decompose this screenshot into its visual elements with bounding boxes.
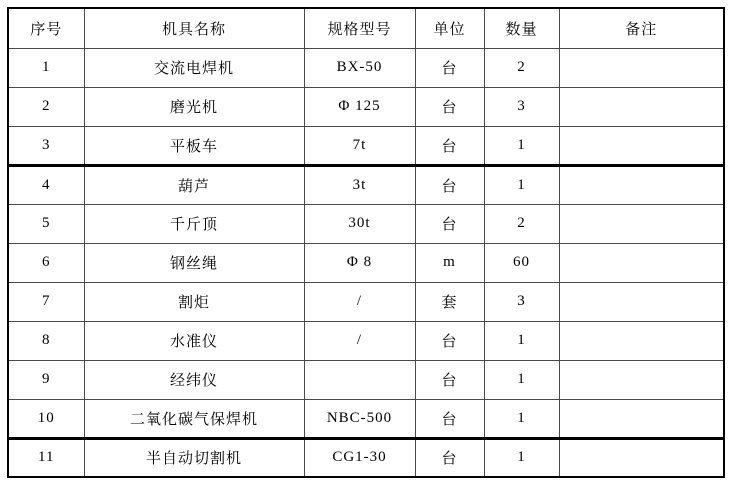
table-row [8,438,724,477]
table-row [8,48,724,87]
cell-unit: 台 [415,87,484,126]
cell-equipment-name: 葫芦 [84,165,304,204]
cell-remarks [559,165,724,204]
cell-serial-number: 8 [8,321,84,360]
cell-spec-model: / [304,282,415,321]
cell-serial-number: 7 [8,282,84,321]
cell-spec-model: CG1-30 [304,438,415,477]
cell-remarks [559,126,724,165]
cell-spec-model: Φ 8 [304,243,415,282]
cell-remarks [559,321,724,360]
cell-equipment-name: 平板车 [84,126,304,165]
cell-unit: 台 [415,48,484,87]
col-header-spec-model: 规格型号 [304,8,415,48]
cell-unit: m [415,243,484,282]
cell-serial-number: 9 [8,360,84,399]
cell-spec-model: 3t [304,165,415,204]
cell-equipment-name: 交流电焊机 [84,48,304,87]
cell-serial-number: 3 [8,126,84,165]
cell-equipment-name: 钢丝绳 [84,243,304,282]
cell-spec-model: 7t [304,126,415,165]
cell-remarks [559,360,724,399]
cell-remarks [559,243,724,282]
cell-quantity: 1 [484,438,559,477]
cell-equipment-name: 二氧化碳气保焊机 [84,399,304,438]
cell-spec-model: / [304,321,415,360]
cell-serial-number: 11 [8,438,84,477]
cell-spec-model: Φ 125 [304,87,415,126]
table-row [8,165,724,204]
cell-quantity: 2 [484,48,559,87]
cell-remarks [559,438,724,477]
cell-spec-model: BX-50 [304,48,415,87]
cell-unit: 台 [415,438,484,477]
table-row [8,399,724,438]
cell-quantity: 60 [484,243,559,282]
table-row [8,204,724,243]
cell-quantity: 3 [484,87,559,126]
cell-quantity: 1 [484,399,559,438]
cell-unit: 台 [415,126,484,165]
cell-spec-model: NBC-500 [304,399,415,438]
cell-spec-model: 30t [304,204,415,243]
cell-quantity: 1 [484,165,559,204]
cell-equipment-name: 割炬 [84,282,304,321]
cell-remarks [559,48,724,87]
cell-quantity: 2 [484,204,559,243]
cell-remarks [559,399,724,438]
cell-equipment-name: 水准仪 [84,321,304,360]
col-header-remarks: 备注 [559,8,724,48]
cell-equipment-name: 经纬仪 [84,360,304,399]
cell-equipment-name: 磨光机 [84,87,304,126]
cell-serial-number: 10 [8,399,84,438]
cell-quantity: 1 [484,321,559,360]
cell-unit: 套 [415,282,484,321]
cell-unit: 台 [415,321,484,360]
col-header-serial-number: 序号 [8,8,84,48]
cell-quantity: 1 [484,360,559,399]
table-row [8,360,724,399]
cell-unit: 台 [415,204,484,243]
cell-serial-number: 5 [8,204,84,243]
table-row [8,126,724,165]
table-row [8,321,724,360]
header-row [8,8,724,48]
cell-unit: 台 [415,165,484,204]
cell-spec-model [304,360,415,399]
cell-remarks [559,87,724,126]
equipment-table [7,7,725,478]
cell-quantity: 1 [484,126,559,165]
cell-serial-number: 2 [8,87,84,126]
cell-serial-number: 6 [8,243,84,282]
cell-remarks [559,204,724,243]
table-row [8,87,724,126]
equipment-table-body [8,48,724,477]
cell-equipment-name: 千斤顶 [84,204,304,243]
col-header-unit: 单位 [415,8,484,48]
table-row [8,282,724,321]
cell-serial-number: 1 [8,48,84,87]
table-row [8,243,724,282]
cell-quantity: 3 [484,282,559,321]
cell-equipment-name: 半自动切割机 [84,438,304,477]
cell-serial-number: 4 [8,165,84,204]
col-header-equipment-name: 机具名称 [84,8,304,48]
cell-remarks [559,282,724,321]
cell-unit: 台 [415,399,484,438]
cell-unit: 台 [415,360,484,399]
col-header-quantity: 数量 [484,8,559,48]
